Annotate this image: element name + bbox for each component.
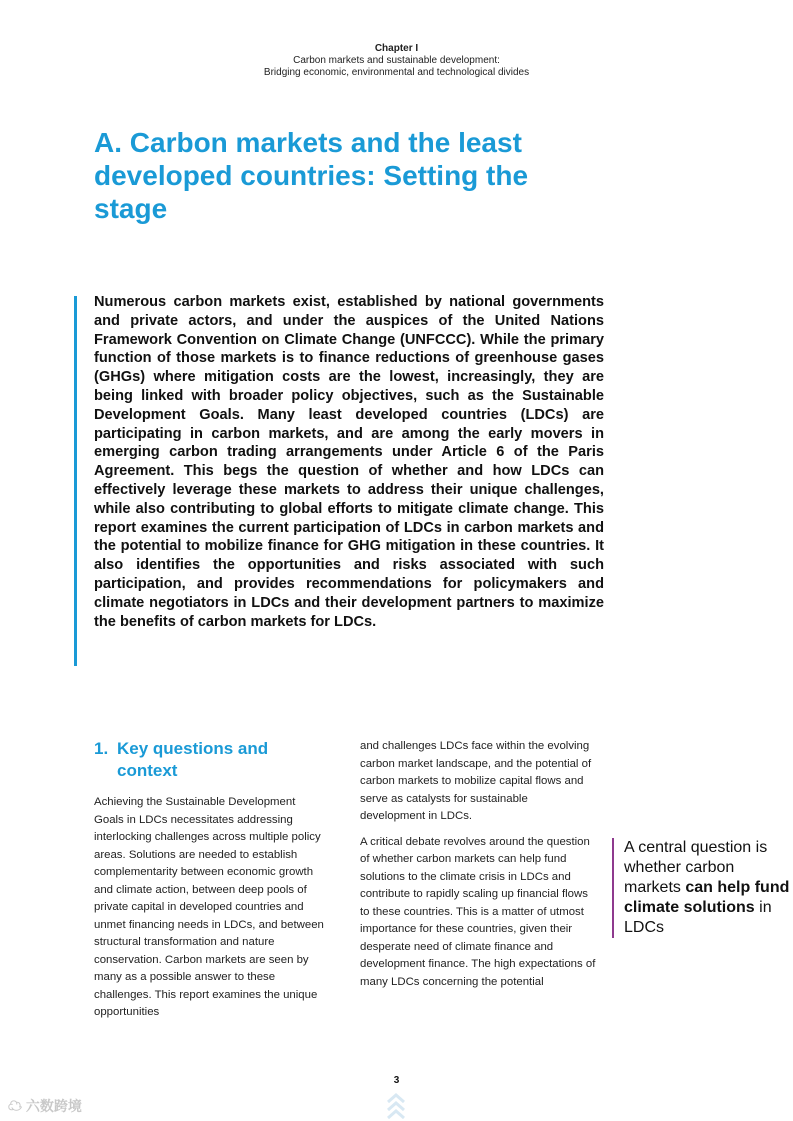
intro-paragraph: Numerous carbon markets exist, established by national governments and private actors, and under the auspices of the United Nations Framework Convention on Climate Change (UNFCCC). While the primary function of those markets is to finance reductions of greenhouse gases (GHGs) where mitigation costs are the lowest, increasingly, they are being linked with broader policy objectives, such as the Sustainable Development Goals. Many least developed countries (LDCs) are participating in carbon markets, and are among the early movers in emerging carbon trading arrangements under Article 6 of the Paris Agreement. This begs the question of whether and how LDCs can effectively leverage these markets to address their unique challenges, while also contributing to global efforts to mitigate climate change. This report examines the current participation of LDCs in carbon markets and the potential to mobilize finance for GHG mitigation in these countries. It also identifies the opportunities and risks associated with such participation, and provides recommendations for policymakers and climate negotiators in LDCs and their development partners to maximize the benefits of carbon markets for LDCs. bbox=[94, 294, 604, 630]
page-number: 3 bbox=[393, 1075, 400, 1086]
chapter-subtitle-line1: Carbon markets and sustainable development: bbox=[293, 55, 500, 66]
pull-quote-text: A central question is whether carbon markets bbox=[624, 839, 768, 896]
pull-quote-emphasis: can help fund climate solutions bbox=[624, 879, 790, 916]
pull-quote bbox=[612, 838, 793, 938]
chapter-subtitle-line2: Bridging economic, environmental and technological divides bbox=[263, 67, 530, 78]
body-paragraph: Achieving the Sustainable Development Goals in LDCs necessitates addressing interlocking challenges across multiple policy areas. Solutions are needed to establish complementarity between economic growth and climate action, between deep pools of private capital in developed countries and unmet financing needs in LDCs, and between structural transformation and nature conservation. Carbon markets are seen by many as a possible answer to these challenges. This report examines the unique opportunities bbox=[94, 796, 324, 1018]
column-middle bbox=[360, 738, 596, 999]
running-header bbox=[0, 43, 793, 79]
section-title: A. Carbon markets and the least developed countries: Setting the stage bbox=[94, 127, 529, 224]
watermark-logo-icon: ☁ bbox=[8, 1098, 22, 1114]
intro-accent-bar bbox=[74, 296, 77, 666]
subsection-heading-text: Key questions and context bbox=[117, 739, 269, 780]
subsection-number: 1. bbox=[94, 739, 109, 758]
subsection-heading bbox=[94, 738, 326, 782]
chapter-label: Chapter I bbox=[374, 43, 419, 54]
chevron-up-icon bbox=[386, 1092, 406, 1120]
body-paragraph: A critical debate revolves around the question of whether carbon markets can help fund solutions to the climate crisis in LDCs and contribute to rapidly scaling up financial flows to these countries. This is a matter of utmost importance for these countries, given their desperate need of climate finance and development finance. The high expectations of many LDCs concerning the potential bbox=[360, 835, 596, 988]
watermark-text: 六数跨境 bbox=[25, 1098, 82, 1114]
pull-quote-text-end: in LDCs bbox=[624, 899, 772, 936]
watermark bbox=[8, 1096, 82, 1116]
body-paragraph-continued: and challenges LDCs face within the evolving carbon market landscape, and the potential of carbon markets to mobilize capital flows and serve as catalysts for sustainable development in LDCs. bbox=[360, 740, 592, 822]
column-left bbox=[94, 738, 326, 1030]
